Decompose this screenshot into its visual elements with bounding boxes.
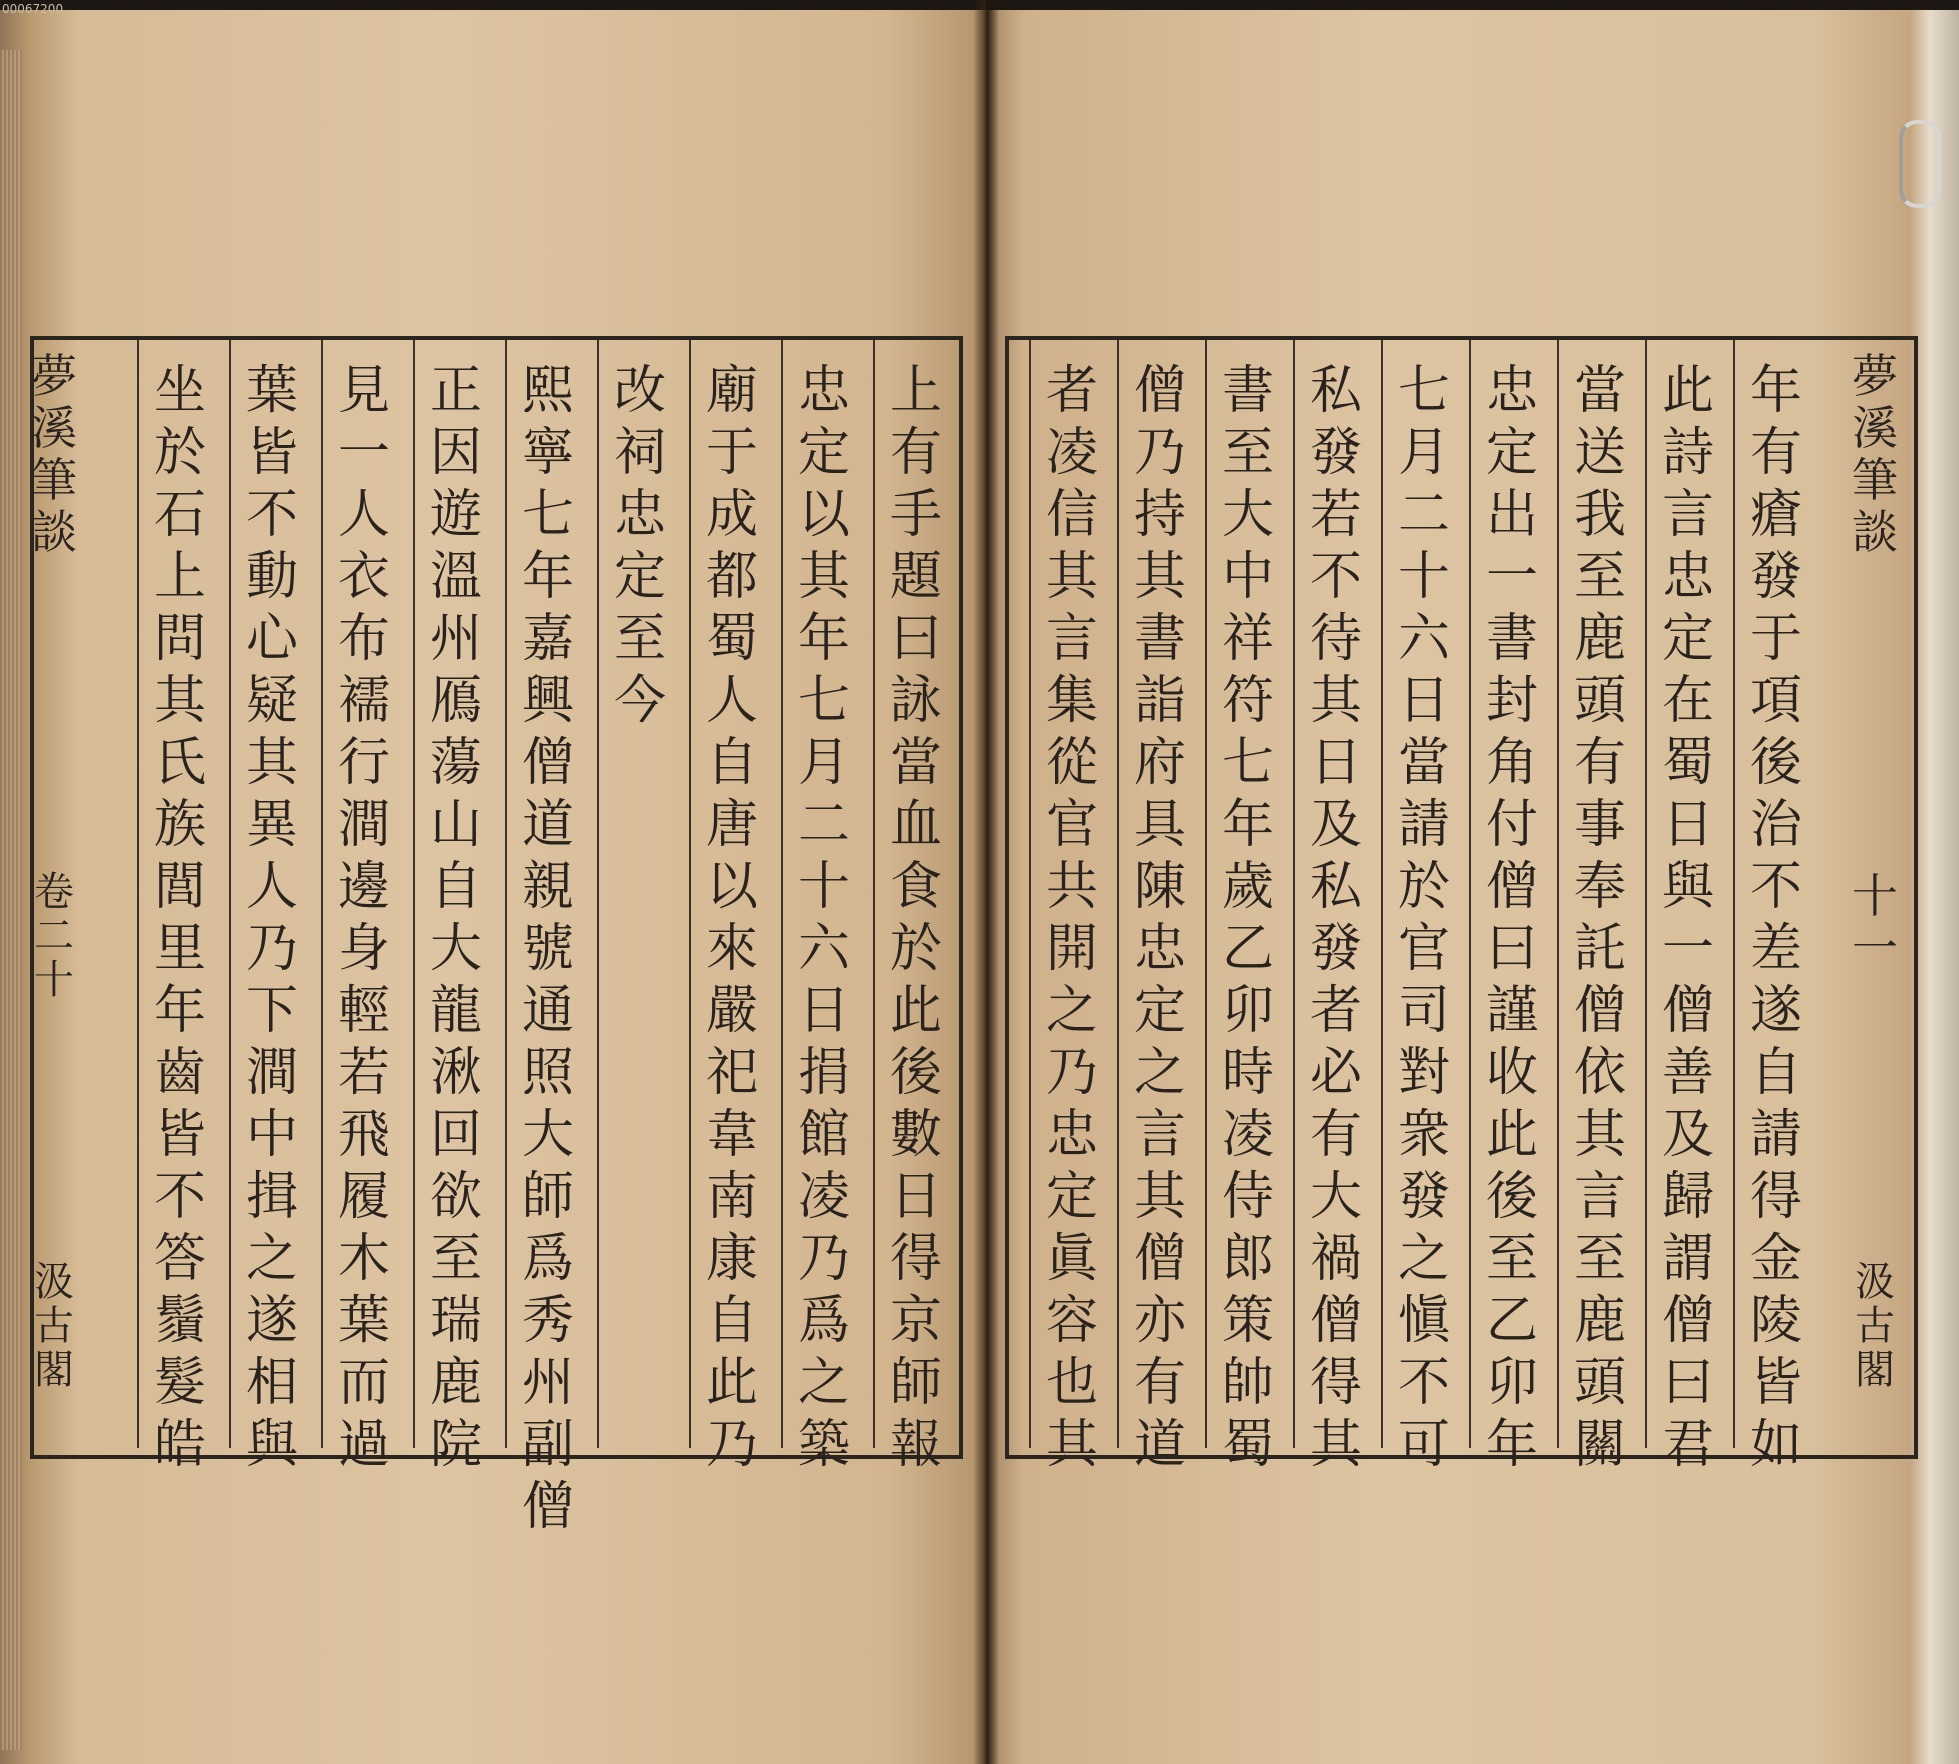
right-margin-folio-number	[1847, 870, 1903, 974]
text-column-content: 年 有 瘡 發 于 項 後 治 不 差 遂 自 請 得 金 陵 皆 如	[1749, 361, 1802, 1475]
text-column	[241, 360, 303, 1476]
right-margin-title	[1847, 350, 1903, 558]
right-margin-title-text: 夢 溪 筆 談	[1852, 349, 1898, 559]
text-column-content: 上 有 手 題 曰 詠 當 血 食 於 此 後 數 日 得 京 師 報	[889, 361, 942, 1475]
text-column-content: 正 因 遊 溫 州 鴈 蕩 山 自 大 龍 湫 回 欲 至 瑞 鹿 院	[429, 361, 482, 1475]
column-rule	[229, 340, 231, 1448]
text-column	[1129, 360, 1191, 1476]
text-column	[1481, 360, 1543, 1476]
text-column-content: 當 送 我 至 鹿 頭 有 事 奉 託 僧 依 其 言 至 鹿 頭 關	[1573, 361, 1626, 1475]
left-margin-folio	[26, 1260, 82, 1392]
column-rule	[1557, 340, 1559, 1448]
column-rule	[1381, 340, 1383, 1448]
text-column-content: 葉 皆 不 動 心 疑 其 異 人 乃 下 澗 中 揖 之 遂 相 與	[245, 361, 298, 1475]
book-gutter	[973, 0, 999, 1764]
left-margin-title-column	[24, 350, 84, 558]
right-margin-folio-number-text: 十 一	[1852, 869, 1898, 975]
right-margin-publisher-text: 汲 古 閣	[1855, 1259, 1895, 1393]
text-column-content: 書 至 大 中 祥 符 七 年 歲 乙 卯 時 凌 侍 郎 策 帥 蜀	[1221, 361, 1274, 1475]
right-margin-publisher-column	[1845, 1260, 1905, 1392]
left-margin-folio-text: 汲 古 閣	[34, 1259, 74, 1393]
left-page	[0, 10, 985, 1764]
text-column	[1745, 360, 1807, 1476]
column-rule	[505, 340, 507, 1448]
column-rule	[1205, 340, 1207, 1448]
text-column	[1569, 360, 1631, 1476]
column-rule	[1469, 340, 1471, 1448]
text-column	[701, 360, 763, 1476]
text-column	[333, 360, 395, 1476]
column-rule	[873, 340, 875, 1448]
right-margin-folio-column	[1845, 870, 1905, 974]
paper-clip-icon	[1899, 120, 1941, 208]
column-rule	[321, 340, 323, 1448]
text-column	[1393, 360, 1455, 1476]
text-column-content: 私 發 若 不 待 其 日 及 私 發 者 必 有 大 禍 僧 得 其	[1309, 361, 1362, 1475]
text-column-content: 忠 定 出 一 書 封 角 付 僧 曰 謹 收 此 後 至 乙 卯 年	[1485, 361, 1538, 1475]
column-rule	[413, 340, 415, 1448]
column-rule	[1117, 340, 1119, 1448]
column-rule	[781, 340, 783, 1448]
text-column-content: 改 祠 忠 定 至 今	[613, 361, 666, 731]
text-column	[1657, 360, 1719, 1476]
text-column-content: 僧 乃 持 其 書 詣 府 具 陳 忠 定 之 言 其 僧 亦 有 道	[1133, 361, 1186, 1475]
column-rule	[1029, 340, 1031, 1448]
text-column	[609, 360, 671, 732]
text-column	[793, 360, 855, 1476]
text-column-content: 見 一 人 衣 布 襦 行 澗 邊 身 輕 若 飛 履 木 葉 而 過	[337, 361, 390, 1475]
left-margin-folio-column	[24, 1260, 84, 1392]
text-column-content: 此 詩 言 忠 定 在 蜀 日 與 一 僧 善 及 歸 謂 僧 曰 君	[1661, 361, 1714, 1475]
scan-id-label: 00067200	[2, 2, 64, 16]
text-column-content: 忠 定 以 其 年 七 月 二 十 六 日 捐 館 凌 乃 爲 之 築	[797, 361, 850, 1475]
text-column-content: 廟 于 成 都 蜀 人 自 唐 以 來 嚴 祀 韋 南 康 自 此 乃	[705, 361, 758, 1475]
column-rule	[1733, 340, 1735, 1448]
text-column	[149, 360, 211, 1476]
left-margin-juan	[26, 870, 82, 1002]
column-rule	[1293, 340, 1295, 1448]
column-rule	[137, 340, 139, 1448]
page-edges	[0, 50, 22, 1750]
text-column	[1305, 360, 1367, 1476]
column-rule	[597, 340, 599, 1448]
right-margin-publisher	[1847, 1260, 1903, 1392]
text-column	[1217, 360, 1279, 1476]
left-margin-title-text: 夢 溪 筆 談	[31, 349, 77, 559]
left-margin-juan-column	[24, 870, 84, 1002]
text-column-content: 熙 寧 七 年 嘉 興 僧 道 親 號 通 照 大 師 爲 秀 州 副 僧	[521, 361, 574, 1537]
right-page	[985, 10, 1959, 1764]
column-rule	[689, 340, 691, 1448]
text-column	[517, 360, 579, 1538]
left-margin-title	[26, 350, 82, 558]
column-rule	[1645, 340, 1647, 1448]
text-column	[1041, 360, 1103, 1476]
left-margin-juan-text: 卷 二 十	[34, 869, 74, 1003]
text-column	[425, 360, 487, 1476]
text-column	[885, 360, 947, 1476]
text-column-content: 者 凌 信 其 言 集 從 官 共 開 之 乃 忠 定 眞 容 也 其	[1045, 361, 1098, 1475]
text-column-content: 坐 於 石 上 問 其 氏 族 閭 里 年 齒 皆 不 答 鬚 髮 皓	[153, 361, 206, 1475]
right-margin-title-column	[1845, 350, 1905, 558]
text-column-content: 七 月 二 十 六 日 當 請 於 官 司 對 衆 發 之 愼 不 可	[1397, 361, 1450, 1475]
